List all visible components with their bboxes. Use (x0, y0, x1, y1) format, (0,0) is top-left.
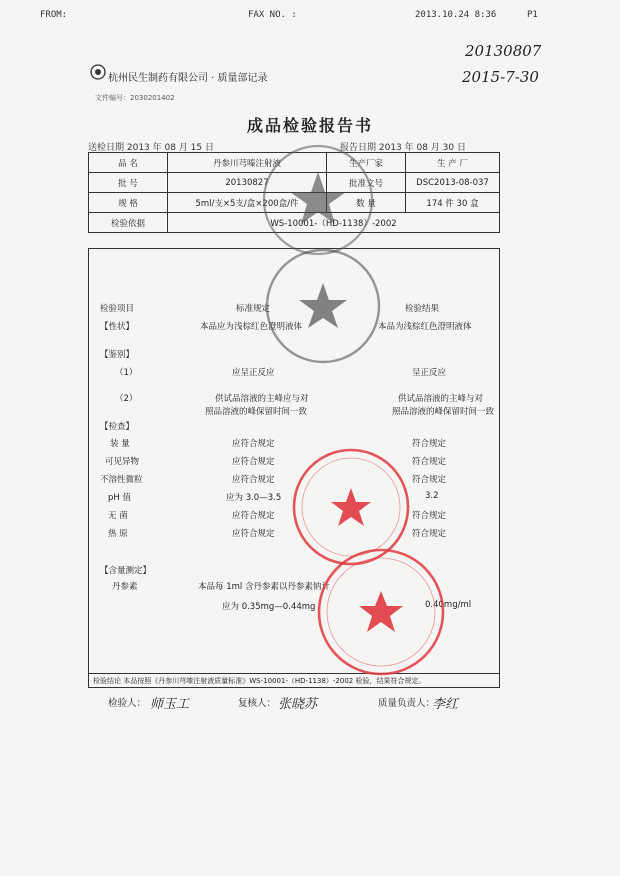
handwritten-date-1: 20130807 (465, 42, 542, 60)
document-number: 文件编号：2030201402 (95, 94, 175, 102)
section-check: 【检查】 (100, 422, 135, 432)
table-cell: 丹参川芎嗪注射液 (168, 153, 327, 173)
check-result: 符合规定 (412, 511, 447, 521)
header-standard: 标准规定 (236, 304, 271, 314)
header-item: 检验项目 (100, 304, 135, 314)
assay-result: 0.40mg/ml (425, 600, 472, 610)
table-cell: 数 量 (327, 193, 406, 213)
check-result: 3.2 (425, 491, 439, 501)
check-result: 符合规定 (412, 475, 447, 485)
identify-2-result-b: 照品溶液的峰保留时间一致 (392, 407, 495, 417)
check-item: pH 值 (108, 493, 131, 503)
table-cell: 批准文号 (327, 173, 406, 193)
expiry-date: 报告日期 2013 年 08 月 30 日 (340, 143, 466, 153)
table-cell: 检验依据 (89, 213, 168, 233)
table-cell: 20130827 (168, 173, 327, 193)
check-item: 无 菌 (108, 511, 128, 521)
table-cell: 批 号 (89, 173, 168, 193)
fax-number: FAX NO. : (248, 10, 297, 20)
assay-standard-b: 应为 0.35mg—0.44mg (222, 602, 316, 612)
identify-1-result: 呈正反应 (412, 368, 447, 378)
report-title: 成品检验报告书 (246, 116, 373, 135)
character-result: 本品为浅棕红色澄明液体 (378, 322, 472, 332)
identify-2-standard-b: 照品溶液的峰保留时间一致 (205, 407, 308, 417)
check-standard: 应符合规定 (232, 439, 275, 449)
reviewer-signature: 张晓苏 (278, 697, 318, 712)
company-name: 杭州民生制药有限公司 · 质量部记录 (108, 73, 268, 84)
company-seal-stamp (258, 140, 378, 260)
check-standard: 应符合规定 (232, 511, 275, 521)
inspector-signature: 师玉工 (150, 697, 190, 712)
reviewer-label: 复核人： (238, 698, 277, 709)
check-item: 不溶性微粒 (100, 475, 143, 485)
table-cell: 174 件 30 盒 (406, 193, 500, 213)
character-standard: 本品应为浅棕红色澄明液体 (200, 322, 303, 332)
identify-2-result-a: 供试品溶液的主峰与对 (398, 394, 484, 404)
check-standard: 应为 3.0—3.5 (226, 493, 282, 503)
check-result: 符合规定 (412, 439, 447, 449)
section-identify: 【鉴别】 (100, 350, 135, 360)
fax-datetime: 2013.10.24 8:36 (415, 10, 497, 20)
company-logo-icon (90, 64, 106, 80)
handwritten-date-2: 2015-7-30 (462, 68, 539, 86)
table-cell: 规 格 (89, 193, 168, 213)
conclusion: 检验结论 本品按照《丹参川芎嗪注射液质量标准》WS-10001-（HD-1138）-2002 检验，结果符合规定。 (88, 674, 500, 688)
table-cell: 5ml/支×5支/盒×200盒/件 (168, 193, 327, 213)
header-result: 检验结果 (405, 304, 440, 314)
assay-item: 丹参素 (112, 582, 138, 592)
report-date: 送检日期 2013 年 08 月 15 日 (88, 143, 214, 153)
quality-seal-stamp (262, 245, 384, 367)
red-seal-stamp-2 (314, 545, 448, 679)
table-cell: WS-10001-（HD-1138）-2002 (168, 213, 500, 233)
check-standard: 应符合规定 (232, 529, 275, 539)
identify-2: （2） (115, 394, 138, 404)
section-character: 【性状】 (100, 322, 135, 332)
table-cell: DSC2013-08-037 (406, 173, 500, 193)
table-cell: 品 名 (89, 153, 168, 173)
check-item: 装 量 (110, 439, 130, 449)
table-cell: 生 产 厂 (406, 153, 500, 173)
fax-page: P1 (527, 10, 538, 20)
inspector-label: 检验人： (108, 698, 147, 709)
identify-1-standard: 应呈正反应 (232, 368, 275, 378)
qa-label: 质量负责人： (378, 698, 436, 709)
check-item: 热 原 (108, 529, 128, 539)
check-standard: 应符合规定 (232, 475, 275, 485)
qa-signature: 李红 (432, 697, 459, 712)
check-standard: 应符合规定 (232, 457, 275, 467)
check-result: 符合规定 (412, 529, 447, 539)
check-result: 符合规定 (412, 457, 447, 467)
identify-2-standard-a: 供试品溶液的主峰应与对 (215, 394, 309, 404)
identify-1: （1） (115, 368, 138, 378)
assay-standard-a: 本品每 1ml 含丹参素以丹参素钠计 (198, 582, 330, 592)
section-assay: 【含量测定】 (100, 566, 152, 576)
table-cell: 生产厂家 (327, 153, 406, 173)
fax-from: FROM: (40, 10, 68, 20)
check-item: 可见异物 (105, 457, 140, 467)
